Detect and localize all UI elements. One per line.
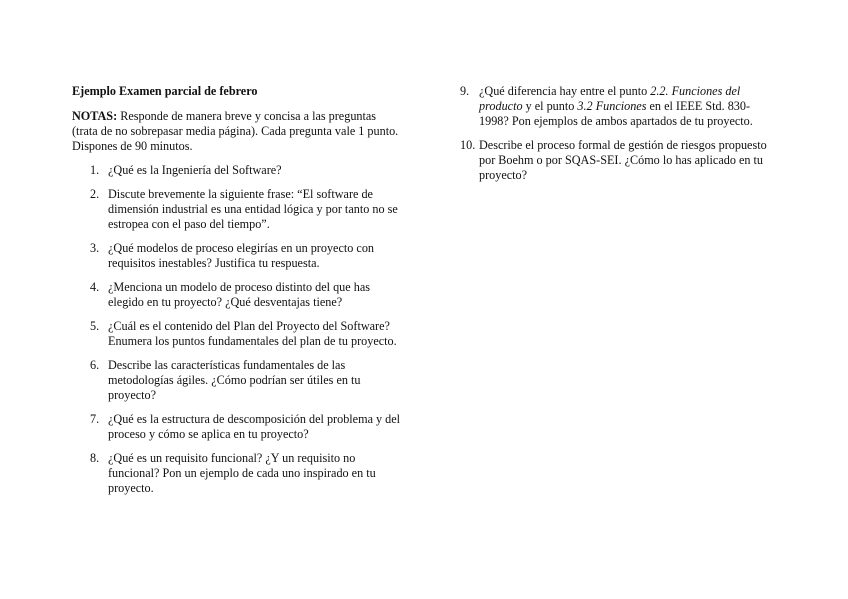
- question-number: 10.: [460, 138, 476, 152]
- question-3: [72, 241, 404, 271]
- question-text: Discute brevemente la siguiente frase: “El software de dimensión industrial es una entidad lógica y por tanto no se estropea con el paso del tiempo”.: [108, 187, 398, 231]
- question-number: 4.: [90, 280, 100, 294]
- question-list-right: [460, 84, 776, 183]
- question-text: Describe el proceso formal de gestión de riesgos propuesto por Boehm o por SQAS-SEI. ¿Cómo lo has aplicado en tu proyecto?: [479, 138, 767, 182]
- notes-label: NOTAS:: [72, 109, 118, 123]
- question-number: 5.: [90, 319, 100, 333]
- question-text: ¿Menciona un modelo de proceso distinto del que has elegido en tu proyecto? ¿Qué desventajas tiene?: [108, 280, 370, 309]
- section-reference: 2.2. Funciones del producto: [479, 84, 741, 113]
- left-column: [72, 84, 404, 505]
- question-9: [460, 84, 776, 129]
- question-text: ¿Qué es la estructura de descomposición del problema y del proceso y cómo se aplica en tu proyecto?: [108, 412, 401, 441]
- question-text-part: en el IEEE Std. 830-1998? Pon ejemplos de ambos apartados de tu proyecto.: [479, 99, 753, 128]
- question-8: [72, 451, 404, 496]
- question-10: [460, 138, 776, 183]
- question-number: 2.: [90, 187, 100, 201]
- question-text: ¿Qué es un requisito funcional? ¿Y un requisito no funcional? Pon un ejemplo de cada uno inspirado en tu proyecto.: [108, 451, 376, 495]
- question-4: [72, 280, 404, 310]
- exam-title: Ejemplo Examen parcial de febrero: [72, 84, 258, 98]
- question-text: ¿Qué es la Ingeniería del Software?: [108, 163, 282, 177]
- question-number: 9.: [460, 84, 470, 98]
- question-7: [72, 412, 404, 442]
- question-text: ¿Qué modelos de proceso elegirías en un proyecto con requisitos inestables? Justifica tu respuesta.: [108, 241, 375, 270]
- exam-notes: [72, 109, 404, 154]
- notes-text: Responde de manera breve y concisa a las preguntas (trata de no sobrepasar media página). Cada pregunta vale 1 punto. Dispones de 90 minutos.: [72, 109, 399, 153]
- question-text: Describe las características fundamentales de las metodologías ágiles. ¿Cómo podrían ser útiles en tu proyecto?: [108, 358, 361, 402]
- question-6: [72, 358, 404, 403]
- question-list-left: [72, 163, 404, 496]
- question-number: 6.: [90, 358, 100, 372]
- question-5: [72, 319, 404, 349]
- question-1: [72, 163, 404, 178]
- question-text-part: y el punto: [522, 99, 578, 113]
- question-text: ¿Cuál es el contenido del Plan del Proyecto del Software? Enumera los puntos fundamentales del plan de tu proyecto.: [108, 319, 397, 348]
- question-number: 1.: [90, 163, 100, 177]
- question-number: 8.: [90, 451, 100, 465]
- question-number: 3.: [90, 241, 100, 255]
- question-2: [72, 187, 404, 232]
- right-column: [460, 84, 776, 192]
- section-reference: 3.2 Funciones: [577, 99, 647, 113]
- question-text-part: ¿Qué diferencia hay entre el punto: [479, 84, 651, 98]
- question-number: 7.: [90, 412, 100, 426]
